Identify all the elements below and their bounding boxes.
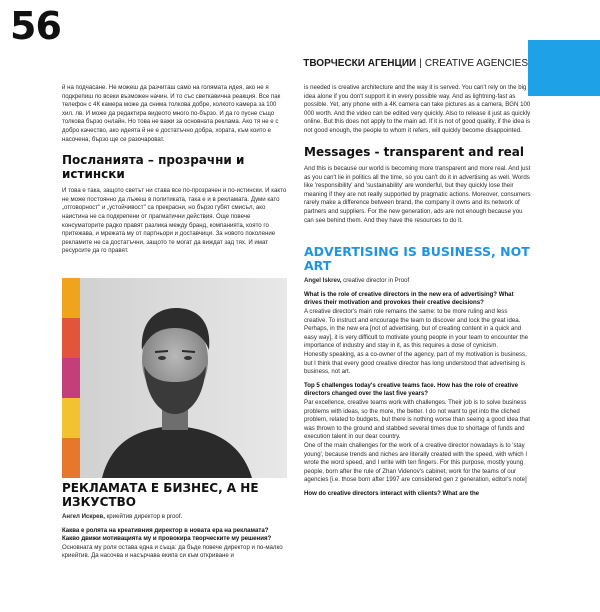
left-byline-role: криейтив директор в proof.: [104, 513, 183, 520]
right-intro-paragraph: is needed is creative architecture and the way it is served. You can't rely on the big idea alone if you don't support it in every possible way. And as lightning-fast as possible. Yet, any phone with a 4K camera can take pictures as a camera, BGN 100 000 worth. And the video can be edited very quickly. Also to release it just as quickly online. But this does not apply to the main ad. If it is not of good quality, if the idea is not good enough, the people to whom it refers, will quickly become disappointed.: [304, 84, 531, 134]
section-title-en: CREATIVE AGENCIES: [424, 58, 528, 69]
right-messages-body: And this is because our world is becoming more transparent and more real. And just as you can't lie in politics all the time, so you can't do it in advertising as well. Words like 'responsibility' and 'sustainability' are wonderful, but they quickly lose their meaning if they are not really supported by pragmatic actions. Moreover, consumers rarely make a difference between brand, the company it owns and its network of partners and suppliers. For the new generation, ads are not enough because you can see behind them. And they have the resources to do it.: [304, 165, 531, 224]
right-byline-role: creative director in Proof: [341, 277, 410, 285]
section-title-bg: ТВОРЧЕСКИ АГЕНЦИИ: [303, 58, 417, 69]
left-article-heading: РЕКЛАМАТА Е БИЗНЕС, А НЕ ИЗКУСТВО: [62, 481, 259, 509]
color-strip: [62, 278, 80, 478]
accent-bar: [528, 40, 600, 96]
section-separator: |: [419, 58, 422, 69]
right-answer-2b: One of the main challenges for the work of a creative director nowadays is to 'stay young', because trends and niches are literally created with the speed, with which I wrote the word speed, and I write with ten fingers. For this purpose, mostly young people, born after the rule of Zhan Videnov's cabinet, work for the teams of our agencies [i.e. those born after 1997 are considered gen z generation, editor's note]: [304, 441, 528, 484]
page-number: 56: [10, 4, 61, 48]
portrait-illustration: [62, 278, 287, 478]
section-title: [303, 58, 528, 70]
right-question-1: What is the role of creative directors in the new era of advertising? What drives their motivation and provokes their creative decisions?: [304, 290, 514, 307]
right-answer-2: Par excellence, creative teams work with challenges. Their job is to solve business problems with ideas, so the more, the better. I do not want to get into the cliched problem, related to budgets, but there is nothing worse than seeing a good idea that was thrown to the ground and stabbed several times due to shortage of funds and execution talent in our dear country.: [304, 398, 530, 441]
left-question: Каква е ролята на креативния директор в новата ера на рекламата? Какво движи мотивацията му и провокира творческите му решения?: [62, 526, 272, 543]
right-byline: [304, 277, 532, 286]
portrait-photo: [62, 278, 287, 478]
right-question-2: Top 5 challenges today's creative teams face. How has the role of creative directors changed over the last five years?: [304, 381, 519, 398]
left-byline: [62, 513, 287, 522]
right-column: [304, 84, 532, 498]
right-byline-name: Angel Iskrev,: [304, 277, 342, 285]
right-messages-heading: Messages - transparent and real: [304, 144, 524, 159]
left-column-top: [62, 84, 287, 256]
right-question-3: How do creative directors interact with clients? What are the: [304, 489, 480, 497]
left-messages-body: И това е така, защото светът ни става все по-прозрачен и по-истински. И както не може постоянно да лъжеш в политиката, така е и в рекламата. Думи като „отговорност" и „устойчивост" са прекрасни, но бързо губят смисъл, ако наистина не са подкрепени от прагматични действия. Още повече консуматорите радко правят разлика между бранд, компанията, която го притежава, и мрежата му от партньори и доставчици. За новото поколение рекламите не са достатъчни, защото те могат да виждат зад тях. И имат ресурсите да го правят.: [62, 187, 287, 255]
left-column-bottom: [62, 482, 287, 561]
right-article-heading: ADVERTISING IS BUSINESS, NOT ART: [304, 244, 530, 274]
left-answer: Основната му роля остава една и съща: да бъде повече директор и по-малко криейтив. Да насочва и насърчава екипа си към откриване и: [62, 543, 283, 560]
left-intro-paragraph: й на подчасане. Не можеш да разчиташ само на голямата идея, ако не я подкрепиш по всеки възможен начин. И то със светкавична реакция. Все пак телефон с 4К камера може да снима толкова добре, колкото камера за 100 хил. лв. И може да редактира видеото много по-бързо. И да го пусне също толкова бързо онлайн. Но това не важи за основната реклама. Ако тя не е с добро качество, ако идеята й не е достатъчно добра, хората, към които е насочена, бързо ще се разочароват.: [62, 84, 281, 143]
left-messages-heading: Посланията – прозрачни и истински: [62, 153, 245, 181]
right-answer-1: A creative director's main role remains the same: to be more ruling and less creative. To instruct and encourage the team to discover and lock the great idea. Perhaps, in the new era [not of advertising, but of creating content in a quick and easy way], it is very difficult to motivate young people in your team to encounter the importance of industry and stay in it, as this requires a dose of cynicism.: [304, 308, 529, 350]
left-byline-name: Ангел Искрев,: [62, 513, 105, 520]
right-answer-1b: Honestly speaking, as a co-owner of the agency, part of my motivation is business, but I think that every good creative director has long understood that advertising is business, not art.: [304, 350, 527, 376]
